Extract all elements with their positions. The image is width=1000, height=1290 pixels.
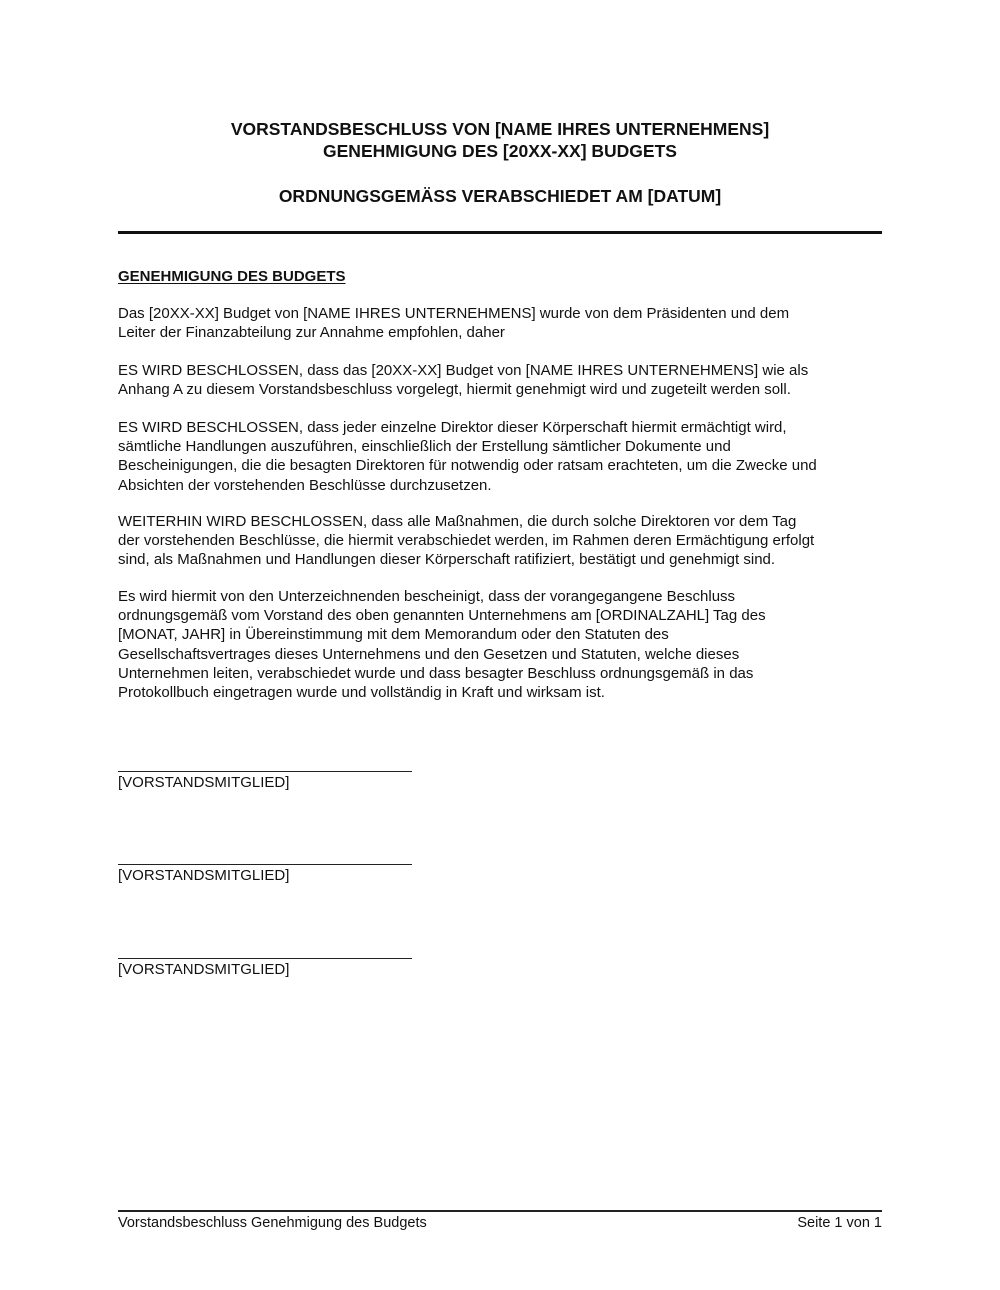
signature-block <box>118 864 412 885</box>
document-title-line-1: VORSTANDSBESCHLUSS VON [NAME IHRES UNTERNEHMENS] <box>230 119 770 139</box>
page-number: Seite 1 von 1 <box>797 1215 882 1231</box>
signature-label: [VORSTANDSMITGLIED] <box>118 867 290 884</box>
signature-block <box>118 771 412 792</box>
signature-line <box>118 771 412 772</box>
text-line: Das [20XX-XX] Budget von [NAME IHRES UNTERNEHMENS] wurde von dem Präsidenten und dem <box>118 305 790 322</box>
paragraph-certification <box>118 587 882 702</box>
paragraph-resolution-2 <box>118 418 882 495</box>
document-title-line-2: GENEHMIGUNG DES [20XX-XX] BUDGETS <box>323 141 677 161</box>
signature-block <box>118 958 412 979</box>
text-line: Protokollbuch eingetragen wurde und vollständig in Kraft und wirksam ist. <box>118 684 605 702</box>
signature-line <box>118 864 412 865</box>
text-line: Gesellschaftsvertrages dieses Unternehmens und den Gesetzen und Statuten, welche dieses <box>118 645 740 663</box>
header-divider <box>118 231 882 234</box>
section-heading: GENEHMIGUNG DES BUDGETS <box>118 268 346 285</box>
page-footer <box>118 1210 882 1232</box>
text-line: Es wird hiermit von den Unterzeichnenden bescheinigt, dass der vorangegangene Beschluss <box>118 588 736 605</box>
paragraph-resolution-1 <box>118 361 882 399</box>
text-line: WEITERHIN WIRD BESCHLOSSEN, dass alle Maßnahmen, die durch solche Direktoren vor dem Tag <box>118 513 797 530</box>
text-line: Anhang A zu diesem Vorstandsbeschluss vorgelegt, hiermit genehmigt wird und zugeteilt werden soll. <box>118 381 791 399</box>
text-line: der vorstehenden Beschlüsse, die hiermit verabschiedet werden, im Rahmen deren Ermächtigung erfolgt <box>118 532 815 550</box>
paragraph-resolution-3 <box>118 512 882 570</box>
paragraph-intro <box>118 304 882 342</box>
text-line: Unternehmen leiten, verabschiedet wurde und dass besagter Beschluss ordnungsgemäß in das <box>118 664 754 682</box>
signature-line <box>118 958 412 959</box>
footer-document-title: Vorstandsbeschluss Genehmigung des Budgets <box>118 1215 427 1231</box>
text-line: [MONAT, JAHR] in Übereinstimmung mit dem Memorandum oder den Statuten des <box>118 626 669 644</box>
signature-label: [VORSTANDSMITGLIED] <box>118 774 290 791</box>
footer-divider <box>118 1210 882 1212</box>
text-line: sämtliche Handlungen auszuführen, einschließlich der Erstellung sämtlicher Dokumente und <box>118 438 731 456</box>
signature-label: [VORSTANDSMITGLIED] <box>118 961 290 978</box>
text-line: ordnungsgemäß vom Vorstand des oben genannten Unternehmens am [ORDINALZAHL] Tag des <box>118 607 766 625</box>
text-line: sind, als Maßnahmen und Handlungen dieser Körperschaft ratifiziert, bestätigt und genehmigt sind. <box>118 551 776 569</box>
text-line: Bescheinigungen, die die besagten Direktoren für notwendig oder ratsam erachteten, um die Zwecke und <box>118 457 817 475</box>
document-subtitle: ORDNUNGSGEMÄSS VERABSCHIEDET AM [DATUM] <box>278 186 722 206</box>
text-line: ES WIRD BESCHLOSSEN, dass das [20XX-XX] Budget von [NAME IHRES UNTERNEHMENS] wie als <box>118 362 809 379</box>
text-line: ES WIRD BESCHLOSSEN, dass jeder einzelne Direktor dieser Körperschaft hiermit ermächtigt wird, <box>118 419 787 436</box>
text-line: Leiter der Finanzabteilung zur Annahme empfohlen, daher <box>118 324 505 342</box>
text-line: Absichten der vorstehenden Beschlüsse durchzusetzen. <box>118 476 492 494</box>
document-page <box>118 0 882 1290</box>
